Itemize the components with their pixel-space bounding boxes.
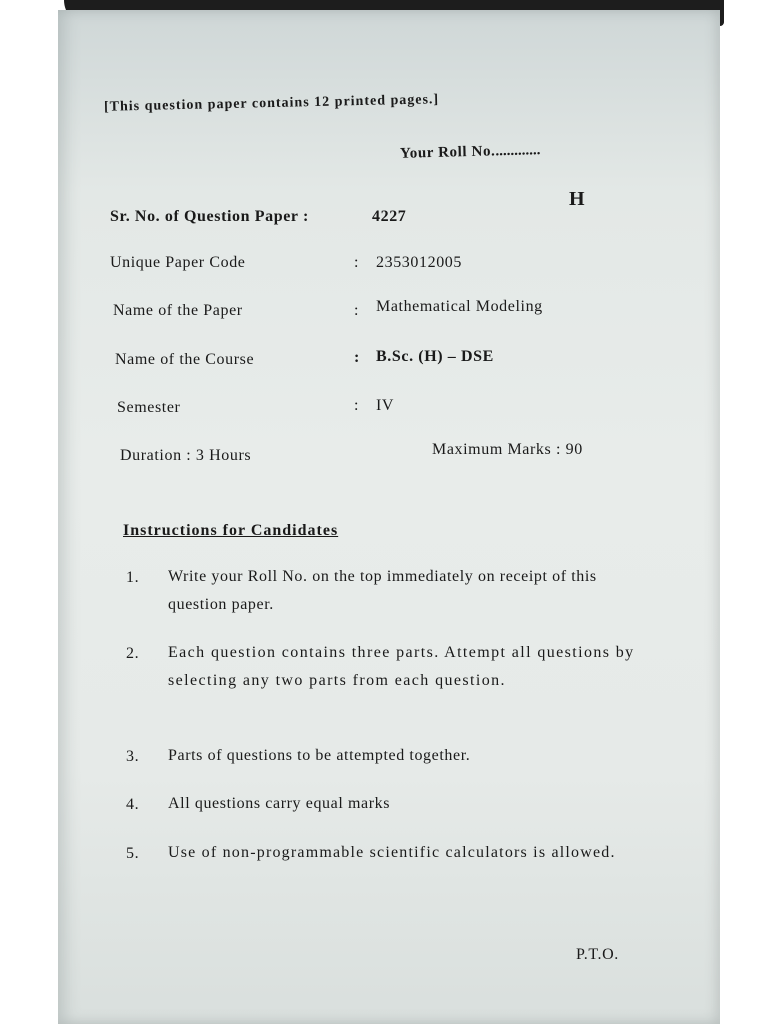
paper-name-value: Mathematical Modeling <box>376 298 543 315</box>
please-turn-over: P.T.O. <box>576 946 619 963</box>
pages-note: [This question paper contains 12 printed pages.] <box>103 92 440 115</box>
semester-label: Semester <box>117 399 181 416</box>
semester-value: IV <box>376 397 395 414</box>
upc-label: Unique Paper Code <box>110 254 246 271</box>
instruction-text: Parts of questions to be attempted together. <box>168 747 471 764</box>
instruction-text: Write your Roll No. on the top immediately on receipt of this question paper. <box>168 568 597 613</box>
sr-no-value: 4227 <box>372 208 407 225</box>
upc-value: 2353012005 <box>376 254 462 271</box>
course-name-value: B.Sc. (H) – DSE <box>376 348 494 365</box>
course-name-label: Name of the Course <box>115 351 255 368</box>
paper-set-letter: H <box>569 188 586 210</box>
instruction-number: 5. <box>126 845 140 862</box>
question-paper-sheet <box>58 10 720 1024</box>
upc-colon: : <box>354 254 360 271</box>
instructions-title: Instructions for Candidates <box>123 522 339 539</box>
paper-name-label: Name of the Paper <box>113 302 243 319</box>
sr-no-label: Sr. No. of Question Paper : <box>110 208 309 225</box>
instruction-number: 3. <box>126 748 140 765</box>
semester-colon: : <box>354 397 360 414</box>
roll-number-line <box>400 142 541 163</box>
roll-number-label: Your Roll No. <box>399 143 496 162</box>
paper-name-colon: : <box>354 302 360 319</box>
roll-number-blank: ............ <box>495 142 541 160</box>
instruction-text: Each question contains three parts. Attempt all questions by selecting any two parts from each question. <box>168 644 635 689</box>
instruction-text: All questions carry equal marks <box>168 795 391 812</box>
duration: Duration : 3 Hours <box>120 447 252 464</box>
instruction-number: 1. <box>126 569 140 586</box>
maximum-marks: Maximum Marks : 90 <box>432 441 583 458</box>
instruction-number: 4. <box>126 796 140 813</box>
course-name-colon: : <box>354 349 360 366</box>
instruction-number: 2. <box>126 645 140 662</box>
instruction-text: Use of non-programmable scientific calculators is allowed. <box>168 844 616 861</box>
